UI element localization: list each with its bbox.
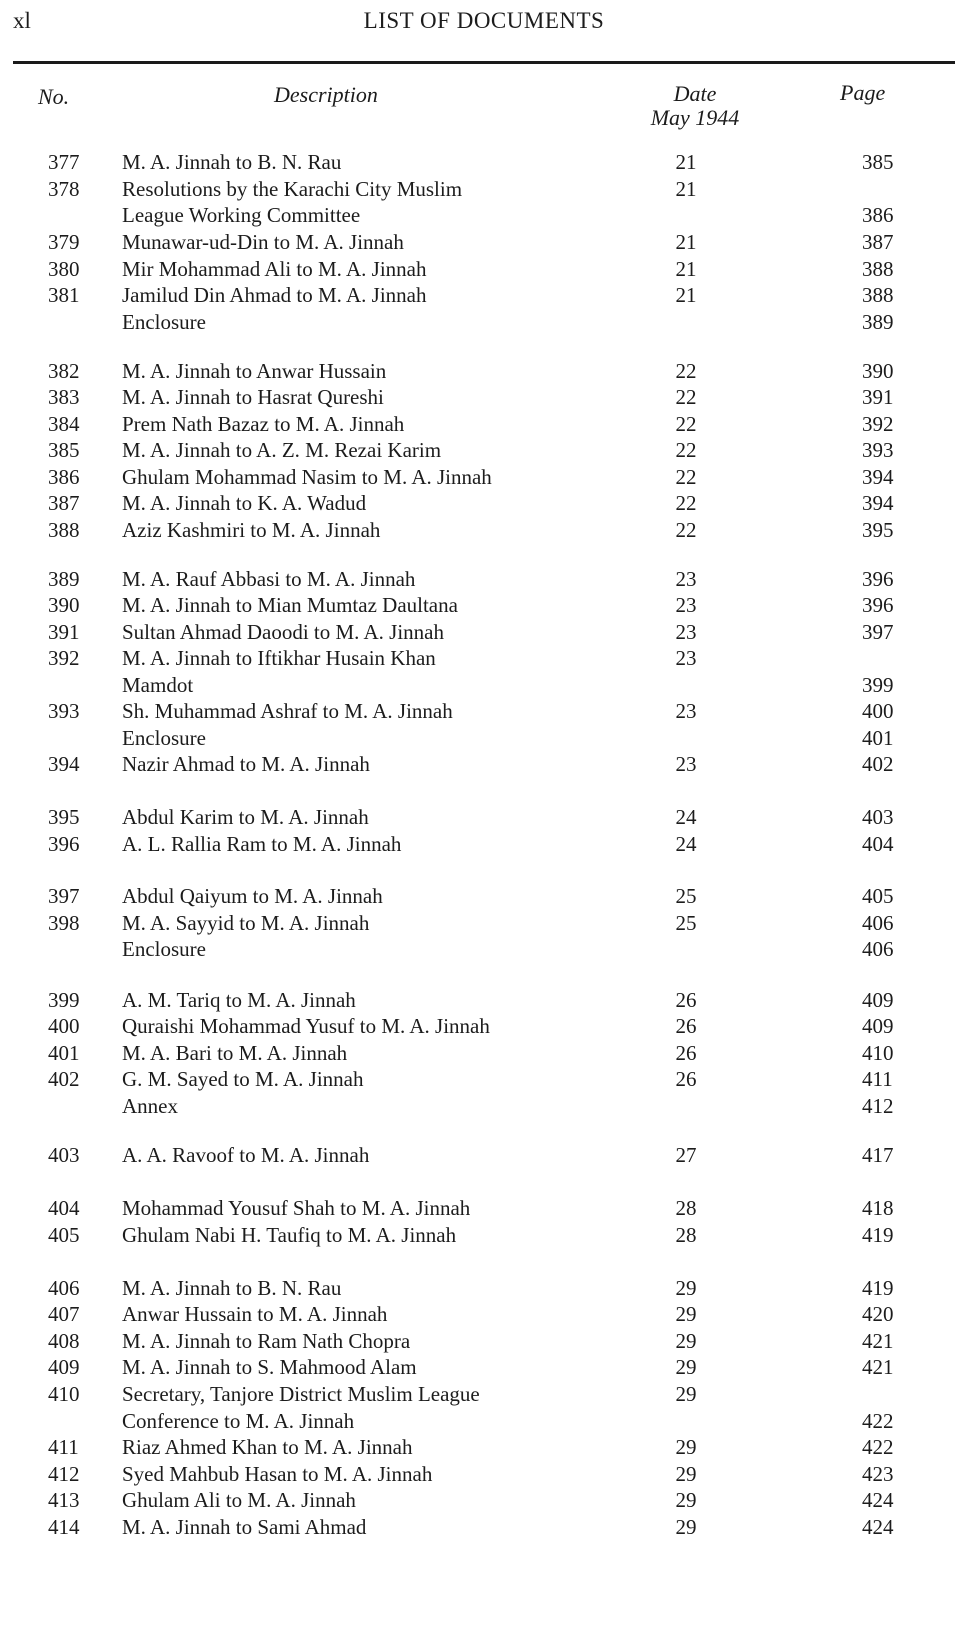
document-row xyxy=(0,1488,968,1515)
page-folio: xl xyxy=(13,8,31,33)
document-row xyxy=(0,567,968,594)
document-date: 21 xyxy=(675,230,697,254)
document-description: Enclosure xyxy=(122,726,206,750)
document-number: 407 xyxy=(48,1302,80,1326)
document-description: Abdul Qaiyum to M. A. Jinnah xyxy=(122,884,383,908)
document-number: 394 xyxy=(48,752,80,776)
document-number: 381 xyxy=(48,283,80,307)
document-number: 403 xyxy=(48,1143,80,1167)
document-number: 402 xyxy=(48,1067,80,1091)
document-row xyxy=(0,805,968,832)
column-header-description: Description xyxy=(274,82,378,107)
document-description: Sultan Ahmad Daoodi to M. A. Jinnah xyxy=(122,620,444,644)
document-row xyxy=(0,593,968,620)
document-number: 385 xyxy=(48,438,80,462)
document-date: 23 xyxy=(675,699,697,723)
document-page: 393 xyxy=(862,438,894,462)
column-header-page: Page xyxy=(840,80,886,105)
document-description: A. L. Rallia Ram to M. A. Jinnah xyxy=(122,832,402,856)
document-page: 395 xyxy=(862,518,894,542)
document-row xyxy=(0,1223,968,1250)
document-page: 409 xyxy=(862,1014,894,1038)
column-header-no: No. xyxy=(38,84,70,109)
document-page: 386 xyxy=(862,203,894,227)
document-description: Jamilud Din Ahmad to M. A. Jinnah xyxy=(122,283,427,307)
document-date: 29 xyxy=(675,1435,697,1459)
document-number: 404 xyxy=(48,1196,80,1220)
column-header-date xyxy=(620,82,770,130)
document-description: Ghulam Mohammad Nasim to M. A. Jinnah xyxy=(122,465,492,489)
document-date: 22 xyxy=(675,359,697,383)
document-description: Annex xyxy=(122,1094,178,1118)
document-description: G. M. Sayed to M. A. Jinnah xyxy=(122,1067,364,1091)
document-row xyxy=(0,177,968,204)
document-description: Nazir Ahmad to M. A. Jinnah xyxy=(122,752,370,776)
document-row xyxy=(0,1382,968,1409)
document-number: 387 xyxy=(48,491,80,515)
document-number: 405 xyxy=(48,1223,80,1247)
document-row xyxy=(0,150,968,177)
document-description: M. A. Jinnah to Iftikhar Husain Khan xyxy=(122,646,436,670)
document-description: M. A. Bari to M. A. Jinnah xyxy=(122,1041,348,1065)
document-description: League Working Committee xyxy=(122,203,361,227)
document-number: 397 xyxy=(48,884,80,908)
document-number: 399 xyxy=(48,988,80,1012)
document-description: Enclosure xyxy=(122,310,206,334)
document-number: 391 xyxy=(48,620,80,644)
document-description: M. A. Rauf Abbasi to M. A. Jinnah xyxy=(122,567,416,591)
document-page: 420 xyxy=(862,1302,894,1326)
document-page: 389 xyxy=(862,310,894,334)
document-row-continuation xyxy=(0,310,968,337)
document-description: Sh. Muhammad Ashraf to M. A. Jinnah xyxy=(122,699,453,723)
document-description: M. A. Jinnah to Ram Nath Chopra xyxy=(122,1329,411,1353)
document-number: 408 xyxy=(48,1329,80,1353)
document-description: Secretary, Tanjore District Muslim League xyxy=(122,1382,480,1406)
document-number: 389 xyxy=(48,567,80,591)
document-row xyxy=(0,1435,968,1462)
document-date: 23 xyxy=(675,593,697,617)
document-description: M. A. Sayyid to M. A. Jinnah xyxy=(122,911,370,935)
document-row-continuation xyxy=(0,1094,968,1121)
document-page: 404 xyxy=(862,832,894,856)
document-page: 385 xyxy=(862,150,894,174)
document-row xyxy=(0,1355,968,1382)
document-row xyxy=(0,832,968,859)
document-date: 29 xyxy=(675,1302,697,1326)
document-row xyxy=(0,465,968,492)
document-description: M. A. Jinnah to Anwar Hussain xyxy=(122,359,387,383)
document-row xyxy=(0,884,968,911)
document-description: M. A. Jinnah to S. Mahmood Alam xyxy=(122,1355,417,1379)
document-number: 379 xyxy=(48,230,80,254)
document-date: 23 xyxy=(675,646,697,670)
document-description: Aziz Kashmiri to M. A. Jinnah xyxy=(122,518,381,542)
document-number: 398 xyxy=(48,911,80,935)
document-page: 409 xyxy=(862,988,894,1012)
document-number: 413 xyxy=(48,1488,80,1512)
document-date: 26 xyxy=(675,988,697,1012)
document-number: 395 xyxy=(48,805,80,829)
document-row xyxy=(0,988,968,1015)
document-page: 418 xyxy=(862,1196,894,1220)
running-head: LIST OF DOCUMENTS xyxy=(363,8,605,33)
document-description: Abdul Karim to M. A. Jinnah xyxy=(122,805,369,829)
document-date: 25 xyxy=(675,911,697,935)
document-row xyxy=(0,1515,968,1542)
document-row xyxy=(0,620,968,647)
document-row xyxy=(0,1462,968,1489)
document-row xyxy=(0,1302,968,1329)
document-date: 29 xyxy=(675,1382,697,1406)
header-rule xyxy=(13,61,955,64)
document-date: 29 xyxy=(675,1329,697,1353)
document-page: 421 xyxy=(862,1329,894,1353)
document-row-continuation xyxy=(0,203,968,230)
document-page: 405 xyxy=(862,884,894,908)
document-row xyxy=(0,752,968,779)
document-page: 406 xyxy=(862,911,894,935)
document-date: 22 xyxy=(675,465,697,489)
document-page: 401 xyxy=(862,726,894,750)
document-row xyxy=(0,412,968,439)
document-row xyxy=(0,1143,968,1170)
document-page: 421 xyxy=(862,1355,894,1379)
document-page: 392 xyxy=(862,412,894,436)
document-number: 383 xyxy=(48,385,80,409)
document-row-continuation xyxy=(0,937,968,964)
document-row-continuation xyxy=(0,1409,968,1436)
document-row xyxy=(0,1041,968,1068)
document-row-continuation xyxy=(0,726,968,753)
document-description: Mamdot xyxy=(122,673,194,697)
document-row xyxy=(0,257,968,284)
document-date: 21 xyxy=(675,257,697,281)
document-date: 29 xyxy=(675,1462,697,1486)
document-page: 394 xyxy=(862,491,894,515)
document-description: Mir Mohammad Ali to M. A. Jinnah xyxy=(122,257,427,281)
document-row xyxy=(0,1067,968,1094)
document-row xyxy=(0,1196,968,1223)
document-number: 392 xyxy=(48,646,80,670)
document-page: 422 xyxy=(862,1409,894,1433)
document-description: Quraishi Mohammad Yusuf to M. A. Jinnah xyxy=(122,1014,490,1038)
document-page: 424 xyxy=(862,1515,894,1539)
document-page: 419 xyxy=(862,1276,894,1300)
document-date: 22 xyxy=(675,412,697,436)
column-header-date-label: Date xyxy=(673,81,717,106)
document-number: 393 xyxy=(48,699,80,723)
document-page: 422 xyxy=(862,1435,894,1459)
document-number: 382 xyxy=(48,359,80,383)
document-page: 412 xyxy=(862,1094,894,1118)
document-page: 417 xyxy=(862,1143,894,1167)
document-date: 29 xyxy=(675,1515,697,1539)
document-page: 400 xyxy=(862,699,894,723)
document-row xyxy=(0,438,968,465)
column-header-date-sub: May 1944 xyxy=(650,105,740,130)
document-description: Resolutions by the Karachi City Muslim xyxy=(122,177,463,201)
document-description: M. A. Jinnah to A. Z. M. Rezai Karim xyxy=(122,438,442,462)
document-date: 25 xyxy=(675,884,697,908)
document-page: 402 xyxy=(862,752,894,776)
document-number: 400 xyxy=(48,1014,80,1038)
document-row xyxy=(0,1276,968,1303)
document-number: 414 xyxy=(48,1515,80,1539)
document-date: 28 xyxy=(675,1196,697,1220)
document-date: 23 xyxy=(675,620,697,644)
document-page: 403 xyxy=(862,805,894,829)
document-date: 26 xyxy=(675,1067,697,1091)
document-page: 387 xyxy=(862,230,894,254)
document-date: 29 xyxy=(675,1276,697,1300)
document-page: 390 xyxy=(862,359,894,383)
document-description: Conference to M. A. Jinnah xyxy=(122,1409,355,1433)
document-page: 410 xyxy=(862,1041,894,1065)
document-row-continuation xyxy=(0,673,968,700)
document-date: 24 xyxy=(675,832,697,856)
document-date: 22 xyxy=(675,438,697,462)
document-description: M. A. Jinnah to Hasrat Qureshi xyxy=(122,385,384,409)
document-date: 29 xyxy=(675,1488,697,1512)
document-row xyxy=(0,1329,968,1356)
document-number: 380 xyxy=(48,257,80,281)
document-date: 28 xyxy=(675,1223,697,1247)
document-description: Prem Nath Bazaz to M. A. Jinnah xyxy=(122,412,405,436)
document-page: 399 xyxy=(862,673,894,697)
document-date: 24 xyxy=(675,805,697,829)
document-row xyxy=(0,518,968,545)
document-row xyxy=(0,1014,968,1041)
document-number: 411 xyxy=(48,1435,79,1459)
document-number: 409 xyxy=(48,1355,80,1379)
document-description: A. M. Tariq to M. A. Jinnah xyxy=(122,988,356,1012)
document-date: 26 xyxy=(675,1014,697,1038)
document-description: M. A. Jinnah to B. N. Rau xyxy=(122,1276,342,1300)
document-number: 410 xyxy=(48,1382,80,1406)
document-number: 401 xyxy=(48,1041,80,1065)
document-page: 424 xyxy=(862,1488,894,1512)
document-number: 412 xyxy=(48,1462,80,1486)
document-row xyxy=(0,911,968,938)
document-date: 26 xyxy=(675,1041,697,1065)
document-date: 27 xyxy=(675,1143,697,1167)
document-description: M. A. Jinnah to B. N. Rau xyxy=(122,150,342,174)
document-page: 419 xyxy=(862,1223,894,1247)
document-date: 21 xyxy=(675,177,697,201)
document-page: 396 xyxy=(862,567,894,591)
document-description: M. A. Jinnah to Mian Mumtaz Daultana xyxy=(122,593,458,617)
document-description: Riaz Ahmed Khan to M. A. Jinnah xyxy=(122,1435,413,1459)
document-number: 390 xyxy=(48,593,80,617)
document-page: 397 xyxy=(862,620,894,644)
document-row xyxy=(0,230,968,257)
document-description: Syed Mahbub Hasan to M. A. Jinnah xyxy=(122,1462,433,1486)
document-date: 23 xyxy=(675,567,697,591)
document-page: 388 xyxy=(862,283,894,307)
document-number: 388 xyxy=(48,518,80,542)
document-description: Ghulam Ali to M. A. Jinnah xyxy=(122,1488,356,1512)
document-date: 22 xyxy=(675,518,697,542)
document-description: A. A. Ravoof to M. A. Jinnah xyxy=(122,1143,370,1167)
document-page: 423 xyxy=(862,1462,894,1486)
document-number: 384 xyxy=(48,412,80,436)
document-description: Ghulam Nabi H. Taufiq to M. A. Jinnah xyxy=(122,1223,457,1247)
document-number: 406 xyxy=(48,1276,80,1300)
document-page: 406 xyxy=(862,937,894,961)
document-page: 391 xyxy=(862,385,894,409)
document-date: 21 xyxy=(675,283,697,307)
document-row xyxy=(0,646,968,673)
document-row xyxy=(0,491,968,518)
document-number: 396 xyxy=(48,832,80,856)
document-page: 388 xyxy=(862,257,894,281)
document-number: 377 xyxy=(48,150,80,174)
document-date: 21 xyxy=(675,150,697,174)
document-description: M. A. Jinnah to Sami Ahmad xyxy=(122,1515,367,1539)
document-page: 396 xyxy=(862,593,894,617)
document-row xyxy=(0,699,968,726)
document-page: 394 xyxy=(862,465,894,489)
document-row xyxy=(0,385,968,412)
document-page: 411 xyxy=(862,1067,893,1091)
document-row xyxy=(0,359,968,386)
document-description: Munawar-ud-Din to M. A. Jinnah xyxy=(122,230,404,254)
document-date: 22 xyxy=(675,385,697,409)
document-date: 23 xyxy=(675,752,697,776)
document-number: 378 xyxy=(48,177,80,201)
document-description: Mohammad Yousuf Shah to M. A. Jinnah xyxy=(122,1196,471,1220)
document-description: Enclosure xyxy=(122,937,206,961)
document-date: 22 xyxy=(675,491,697,515)
document-description: Anwar Hussain to M. A. Jinnah xyxy=(122,1302,388,1326)
document-row xyxy=(0,283,968,310)
document-description: M. A. Jinnah to K. A. Wadud xyxy=(122,491,367,515)
document-date: 29 xyxy=(675,1355,697,1379)
document-number: 386 xyxy=(48,465,80,489)
